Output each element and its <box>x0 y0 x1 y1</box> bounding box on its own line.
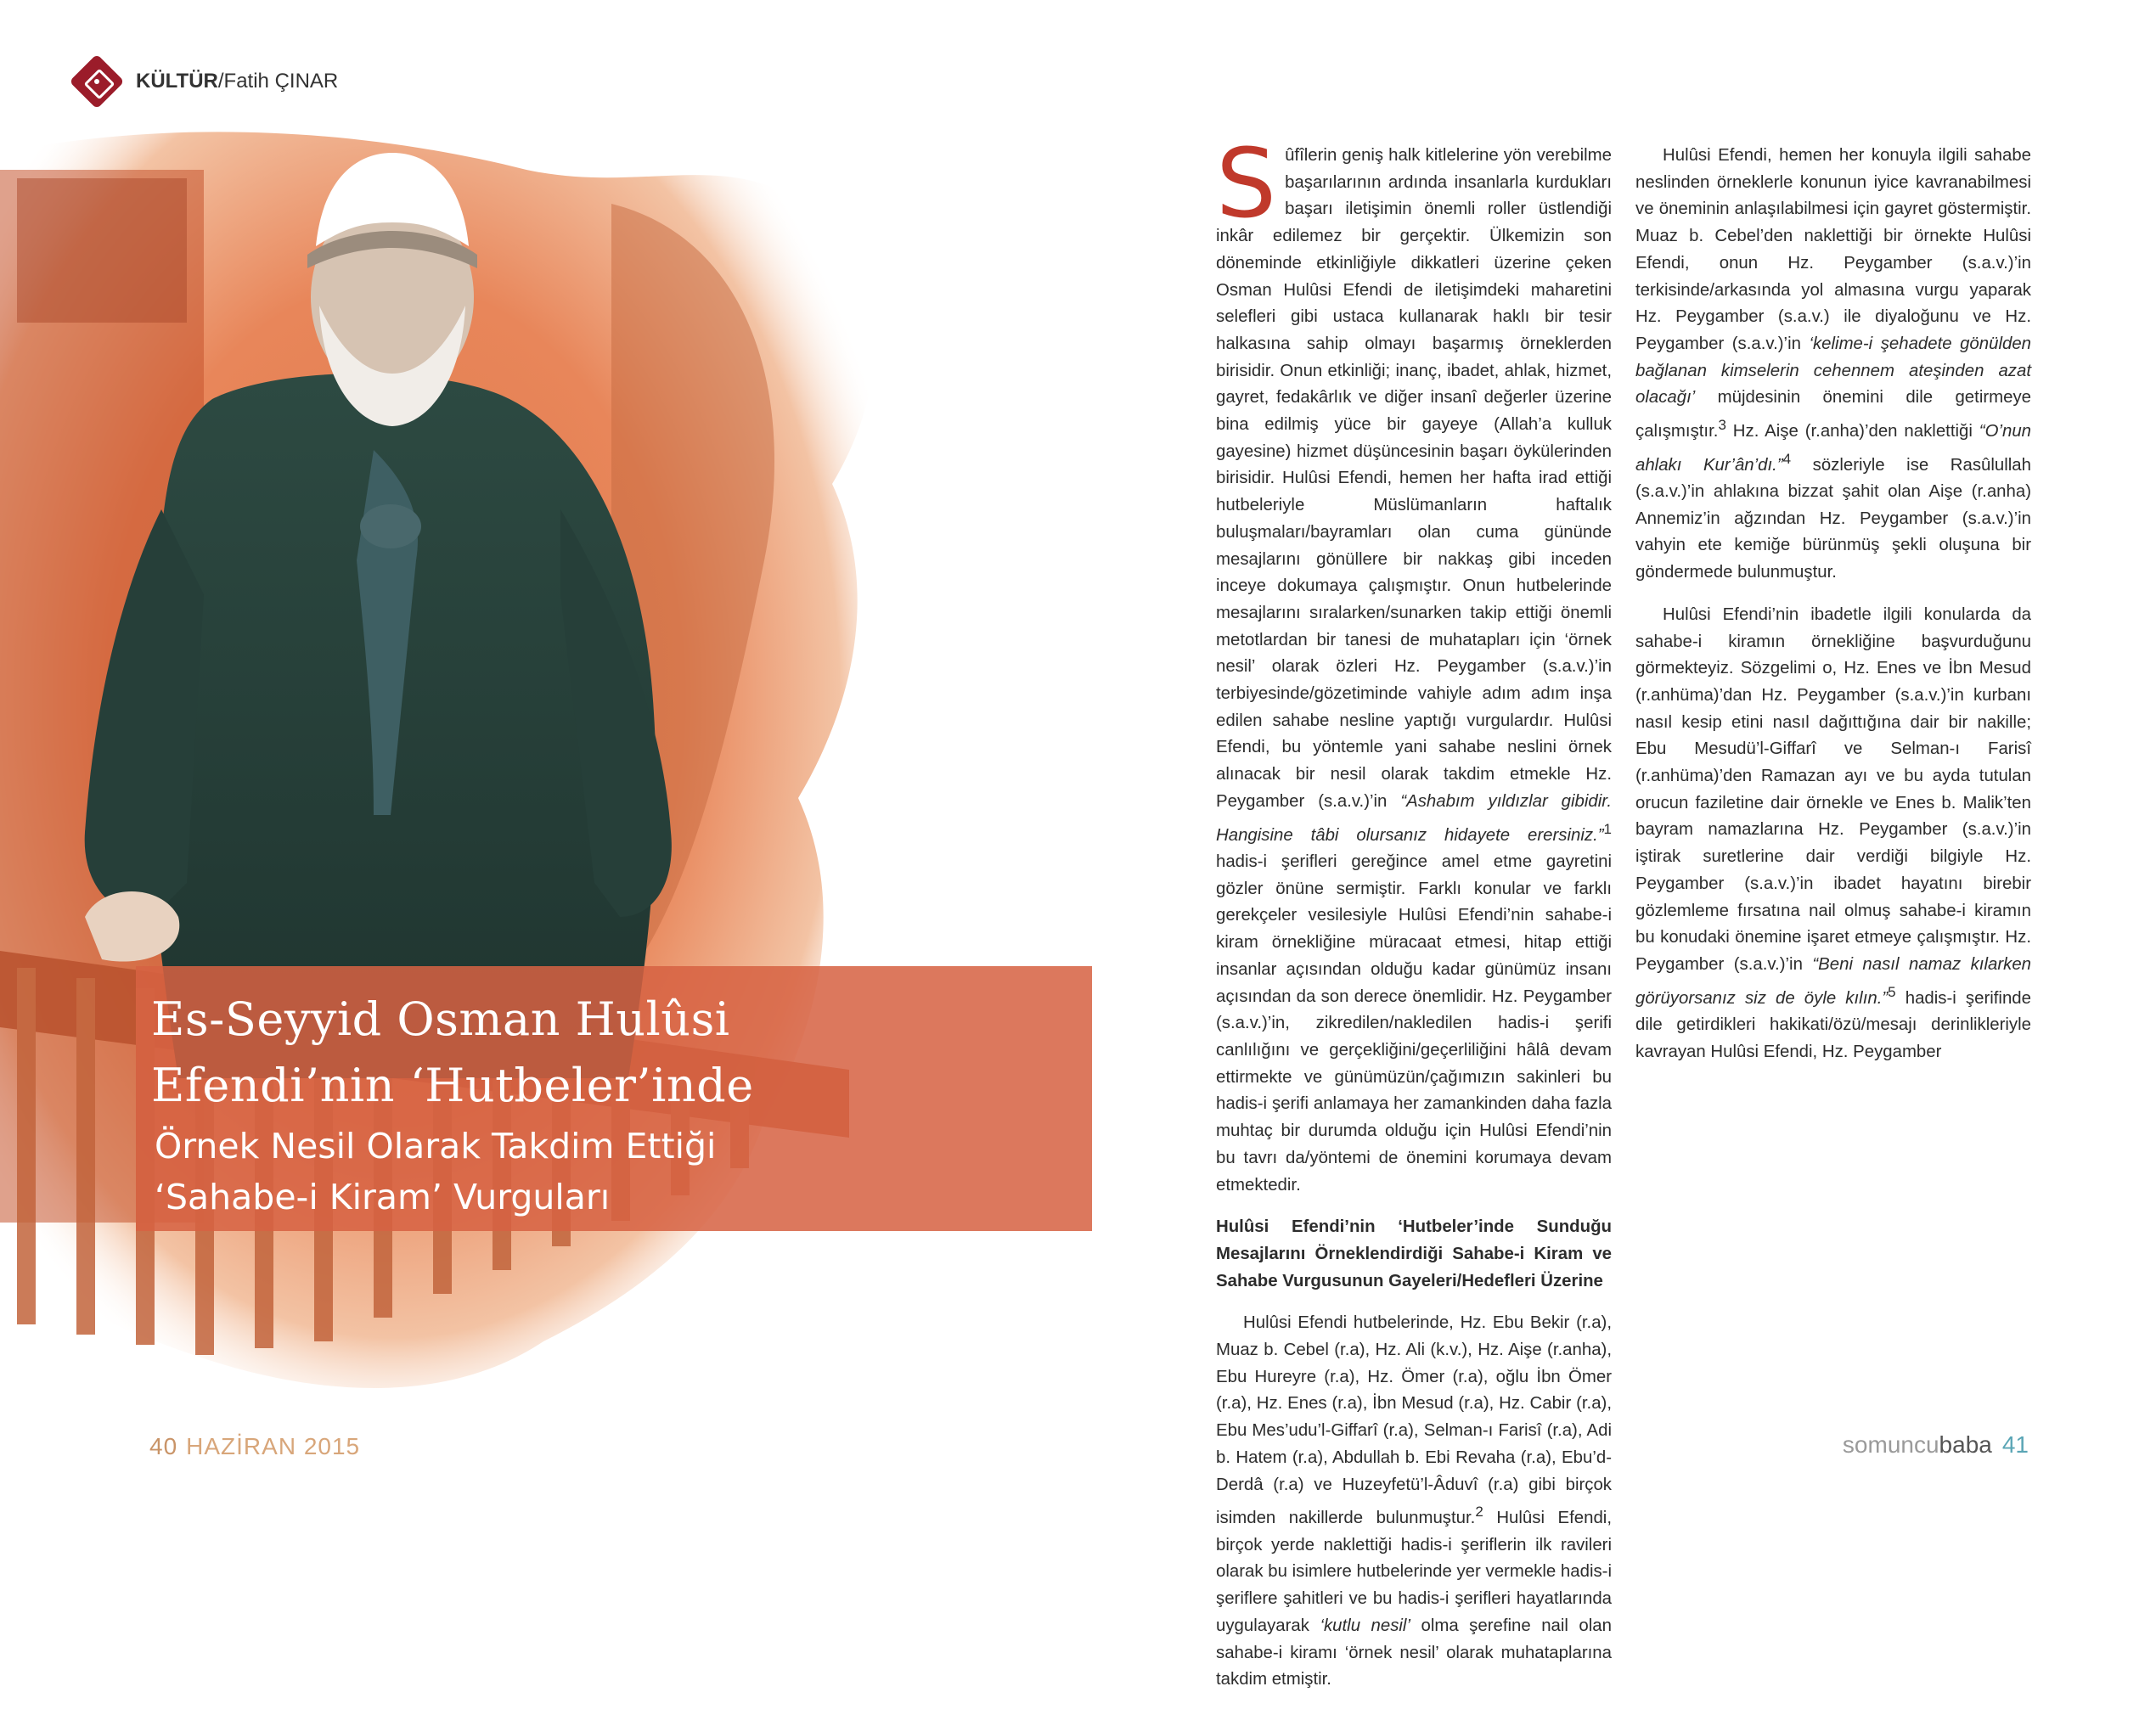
title-sub <box>155 1121 716 1223</box>
subheading: Hulûsi Efendi’nin ‘Hutbeler’inde Sunduğu Mesajlarını Örneklendirdiği Sahabe-i Kiram ve Sahabe Vurgusunun Gayeleri/Hedefleri Üzerine <box>1216 1217 1612 1290</box>
quote-4: “Beni nasıl namaz kılarken görüyorsanız siz de öyle kılın.” <box>1635 954 2031 1008</box>
text-column-1 <box>1216 129 1612 1709</box>
right-page-number: 41 <box>2001 1431 2029 1458</box>
paragraph-3: Hulûsi Efendi, hemen her konuyla ilgili sahabe neslinden örneklerle konunun iyice kavranabilmesi ve öneminin anlaşılabilmesi için gayret göstermiştir. Muaz b. Cebel’den naklettiği bir örnekte Hulûsi Efendi, onun Hz. Peygamber (s.a.v.)’in terkisinde/arkasında yol almasına vurgu yaparak Hz. Peygamber (s.a.v.) ile diyaloğunu ve Hz. Peygamber (s.a.v.)’in ‘kelime-i şehadete gönülden bağlanan kimselerin cehennem ateşinden azat olacağı’ müjdesinin önemini dile getirmeye çalışmıştır.$^3$ Hz. Aişe (r.anha)’den naklettiği “O’nun ahlakı Kur’ân’dı.”$^4$ sözleriyle ise Rasûlullah (s.a.v.)’in ahlakına bizzat şahit olan Aişe (r.anha) Annemiz’in ağzından Hz. Peygamber (s.a.v.)’in vahyin ete kemiğe bürünmüş şekli oluşuna bir göndermede bulunmuştur. <box>1635 146 2031 582</box>
paragraph-2: Hulûsi Efendi hutbelerinde, Hz. Ebu Bekir (r.a), Muaz b. Cebel (r.a), Hz. Ali (k.v.), Hz. Aişe (r.anha), Ebu Hureyre (r.a), Hz. Ömer (r.a), oğlu İbn Ömer (r.a), Hz. Enes (r.a), İbn Mesud (r.a), Hz. Cabir (r.a), Ebu Mes’udu’l-Giffarî (r.a), Selman-ı Farisî (r.a), Adi b. Hatem (r.a), Abdullah b. Ebi Revaha (r.a), Ebu’d-Derdâ (r.a) ve Huzeyfetü’l-Âduvî (r.a) gibi birçok isimden nakillerde bulunmuştur.$^2$ Hulûsi Efendi, birçok yerde naklettiği hadis-i şeriflerin ilk ravileri olarak bu isimlere hutbelerinde yer vermekle hadis-i şeriflere şahitleri ve bu hadis-i şerifleri hayatlarında uygulayarak ‘kutlu nesil’ olma şerefine nail olan sahabe-i kiramı ‘örnek nesil’ olarak muhataplarına takdim etmiştir. <box>1216 1313 1612 1689</box>
section-name: KÜLTÜR <box>136 70 218 93</box>
issue-date: HAZİRAN 2015 <box>186 1433 361 1459</box>
title-main <box>151 987 754 1119</box>
footnote-ref-1: 1 <box>1603 820 1612 837</box>
footnote-ref-4: 4 <box>1782 450 1792 467</box>
magazine-brand <box>1843 1431 1992 1458</box>
section-header <box>70 54 338 109</box>
quote-1: “Ashabım yıldızlar gibidir. Hangisine tâbi olursanız hidayete erersiniz.” <box>1216 791 1612 845</box>
title-banner <box>136 966 1092 1231</box>
left-page-number: 40 <box>149 1433 178 1459</box>
quote-3: “O’nun ahlakı Kur’ân’dı.” <box>1635 421 2031 475</box>
title-line-1: Es-Seyyid Osman Hulûsi <box>151 992 730 1046</box>
brand-light: somuncu <box>1842 1431 1939 1458</box>
diamond-logo-icon <box>70 54 124 109</box>
footnote-ref-3: 3 <box>1718 417 1726 434</box>
quote-2: ‘kelime-i şehadete gönülden bağlanan kimselerin cehennem ateşinden azat olacağı’ <box>1635 334 2031 408</box>
left-footer <box>149 1433 360 1460</box>
title-line-3: Örnek Nesil Olarak Takdim Ettiği <box>155 1126 717 1167</box>
kutlu-nesil: ‘kutlu nesil’ <box>1320 1616 1410 1635</box>
title-line-4: ‘Sahabe-i Kiram’ Vurguları <box>155 1177 611 1217</box>
section-byline <box>136 70 338 93</box>
byline-separator: / <box>217 70 224 93</box>
brand-bold: baba <box>1939 1431 1992 1458</box>
author-name: Fatih ÇINAR <box>223 70 339 93</box>
title-line-2: Efendi’nin ‘Hutbeler’inde <box>151 1059 754 1112</box>
right-footer <box>1843 1431 2029 1459</box>
text-column-2 <box>1635 143 2031 1082</box>
footnote-ref-5: 5 <box>1888 983 1896 1000</box>
left-page <box>0 0 1078 1504</box>
watercolor-portrait <box>0 119 960 1453</box>
paragraph-4: Hulûsi Efendi’nin ibadetle ilgili konularda da sahabe-i kiramın örnekliğine başvurduğunu görmekteyiz. Sözgelimi o, Hz. Enes ve İbn Mesud (r.anhüma)’dan Hz. Peygamber (s.a.v.)’in kurbanı nasıl kesip etini nasıl dağıttığına dair bir nakille; Ebu Mesudü’l-Giffarî ve Selman-ı Farisî (r.anhüma)’den Ramazan ayı ve bu ayda tutulan orucun faziletine dair örnekle ve Enes b. Malik’ten bayram namazlarına Hz. Peygamber (s.a.v.)’in iştirak suretlerine dair verdiği bilgiyle Hz. Peygamber (s.a.v.)’in ibadet hayatını birebir gözlemleme fırsatına nail olmuş sahabe-i kiramın bu konudaki önemine işaret etmeye çalışmıştır. Hz. Peygamber (s.a.v.)’in “Beni nasıl namaz kılarken görüyorsanız siz de öyle kılın.”$^5$ hadis-i şerifinde dile getirdikleri hakikati/özü/mesajı derinlikleriyle kavrayan Hulûsi Efendi, Hz. Peygamber <box>1635 604 2031 1061</box>
portrait-illustration <box>0 119 960 1453</box>
footnote-ref-2: 2 <box>1475 1504 1483 1521</box>
drop-cap: S <box>1216 129 1277 239</box>
paragraph-1: Sûfîlerin geniş halk kitlelerine yön verebilme başarılarının ardında insanlarla kurdukları başarı iletişimin önemli roller üstlendiği inkâr edilemez bir gerçektir. Ülkemizin son döneminde etkinliğiyle dikkatleri üzerine çeken Osman Hulûsi Efendi de iletişimdeki maharetini selefleri gibi ustaca kullanarak haklı bir tesir halkasına sahip olmayı başarmış örneklerden birisidir. Onun etkinliği; inanç, ibadet, ahlak, hizmet, gayret, fedakârlık ve diğer insanî değerler üzerine bina edilmiş yüce bir gayeye (Allah’a kulluk gayesine) hizmet düşüncesinin başarı öykülerinden birisidir. Hulûsi Efendi, hemen her hafta irad ettiği hutbeleriyle Müslümanların haftalık buluşmaları/bayramları olan cuma gününde mesajlarını gönüllere bir nakkaş gibi inceden inceye dokumaya çalışmıştır. Onun hutbelerinde mesajlarını sıralarken/sunarken takip ettiği önemli metotlardan bir tanesi de muhatapları için ‘örnek nesil’ olarak özleri Hz. Peygamber (s.a.v.)’in terbiyesinde/gözetiminde vahiyle adım adım inşa edilen sahabe nesline yaptığı vurgulardır. Hulûsi Efendi, bu yöntemle yani sahabe neslini örnek alınacak bir nesil olarak takdim etmekle Hz. Peygamber (s.a.v.)’in “Ashabım yıldızlar gibidir. Hangisine tâbi olursanız hidayete erersiniz.”$^1$ hadis-i şerifleri gereğince amel etme gayretini gözler önüne sermiştir. Farklı konular ve farklı gerekçeler vesilesiyle Hulûsi Efendi’nin sahabe-i kiram örnekliğine müracaat etmesi, hitap ettiği insanlar açısından olduğu kadar günümüz insanı açısından da son derece önemlidir. Hz. Peygamber (s.a.v.)’in, zikredilen/nakledilen hadis-i şerifi canlılığını ve gerçekliğini/geçerliliğini hâlâ devam ettirmekte ve günümüzün/çağımızın sakinleri bu hadis-i şerifi anlamaya her zamankinden daha fazla muhtaç bir durumda olduğu için Hulûsi Efendi’nin bu tavrı da/yöntemi de önemini korumaya devam etmektedir. <box>1216 129 1612 1195</box>
